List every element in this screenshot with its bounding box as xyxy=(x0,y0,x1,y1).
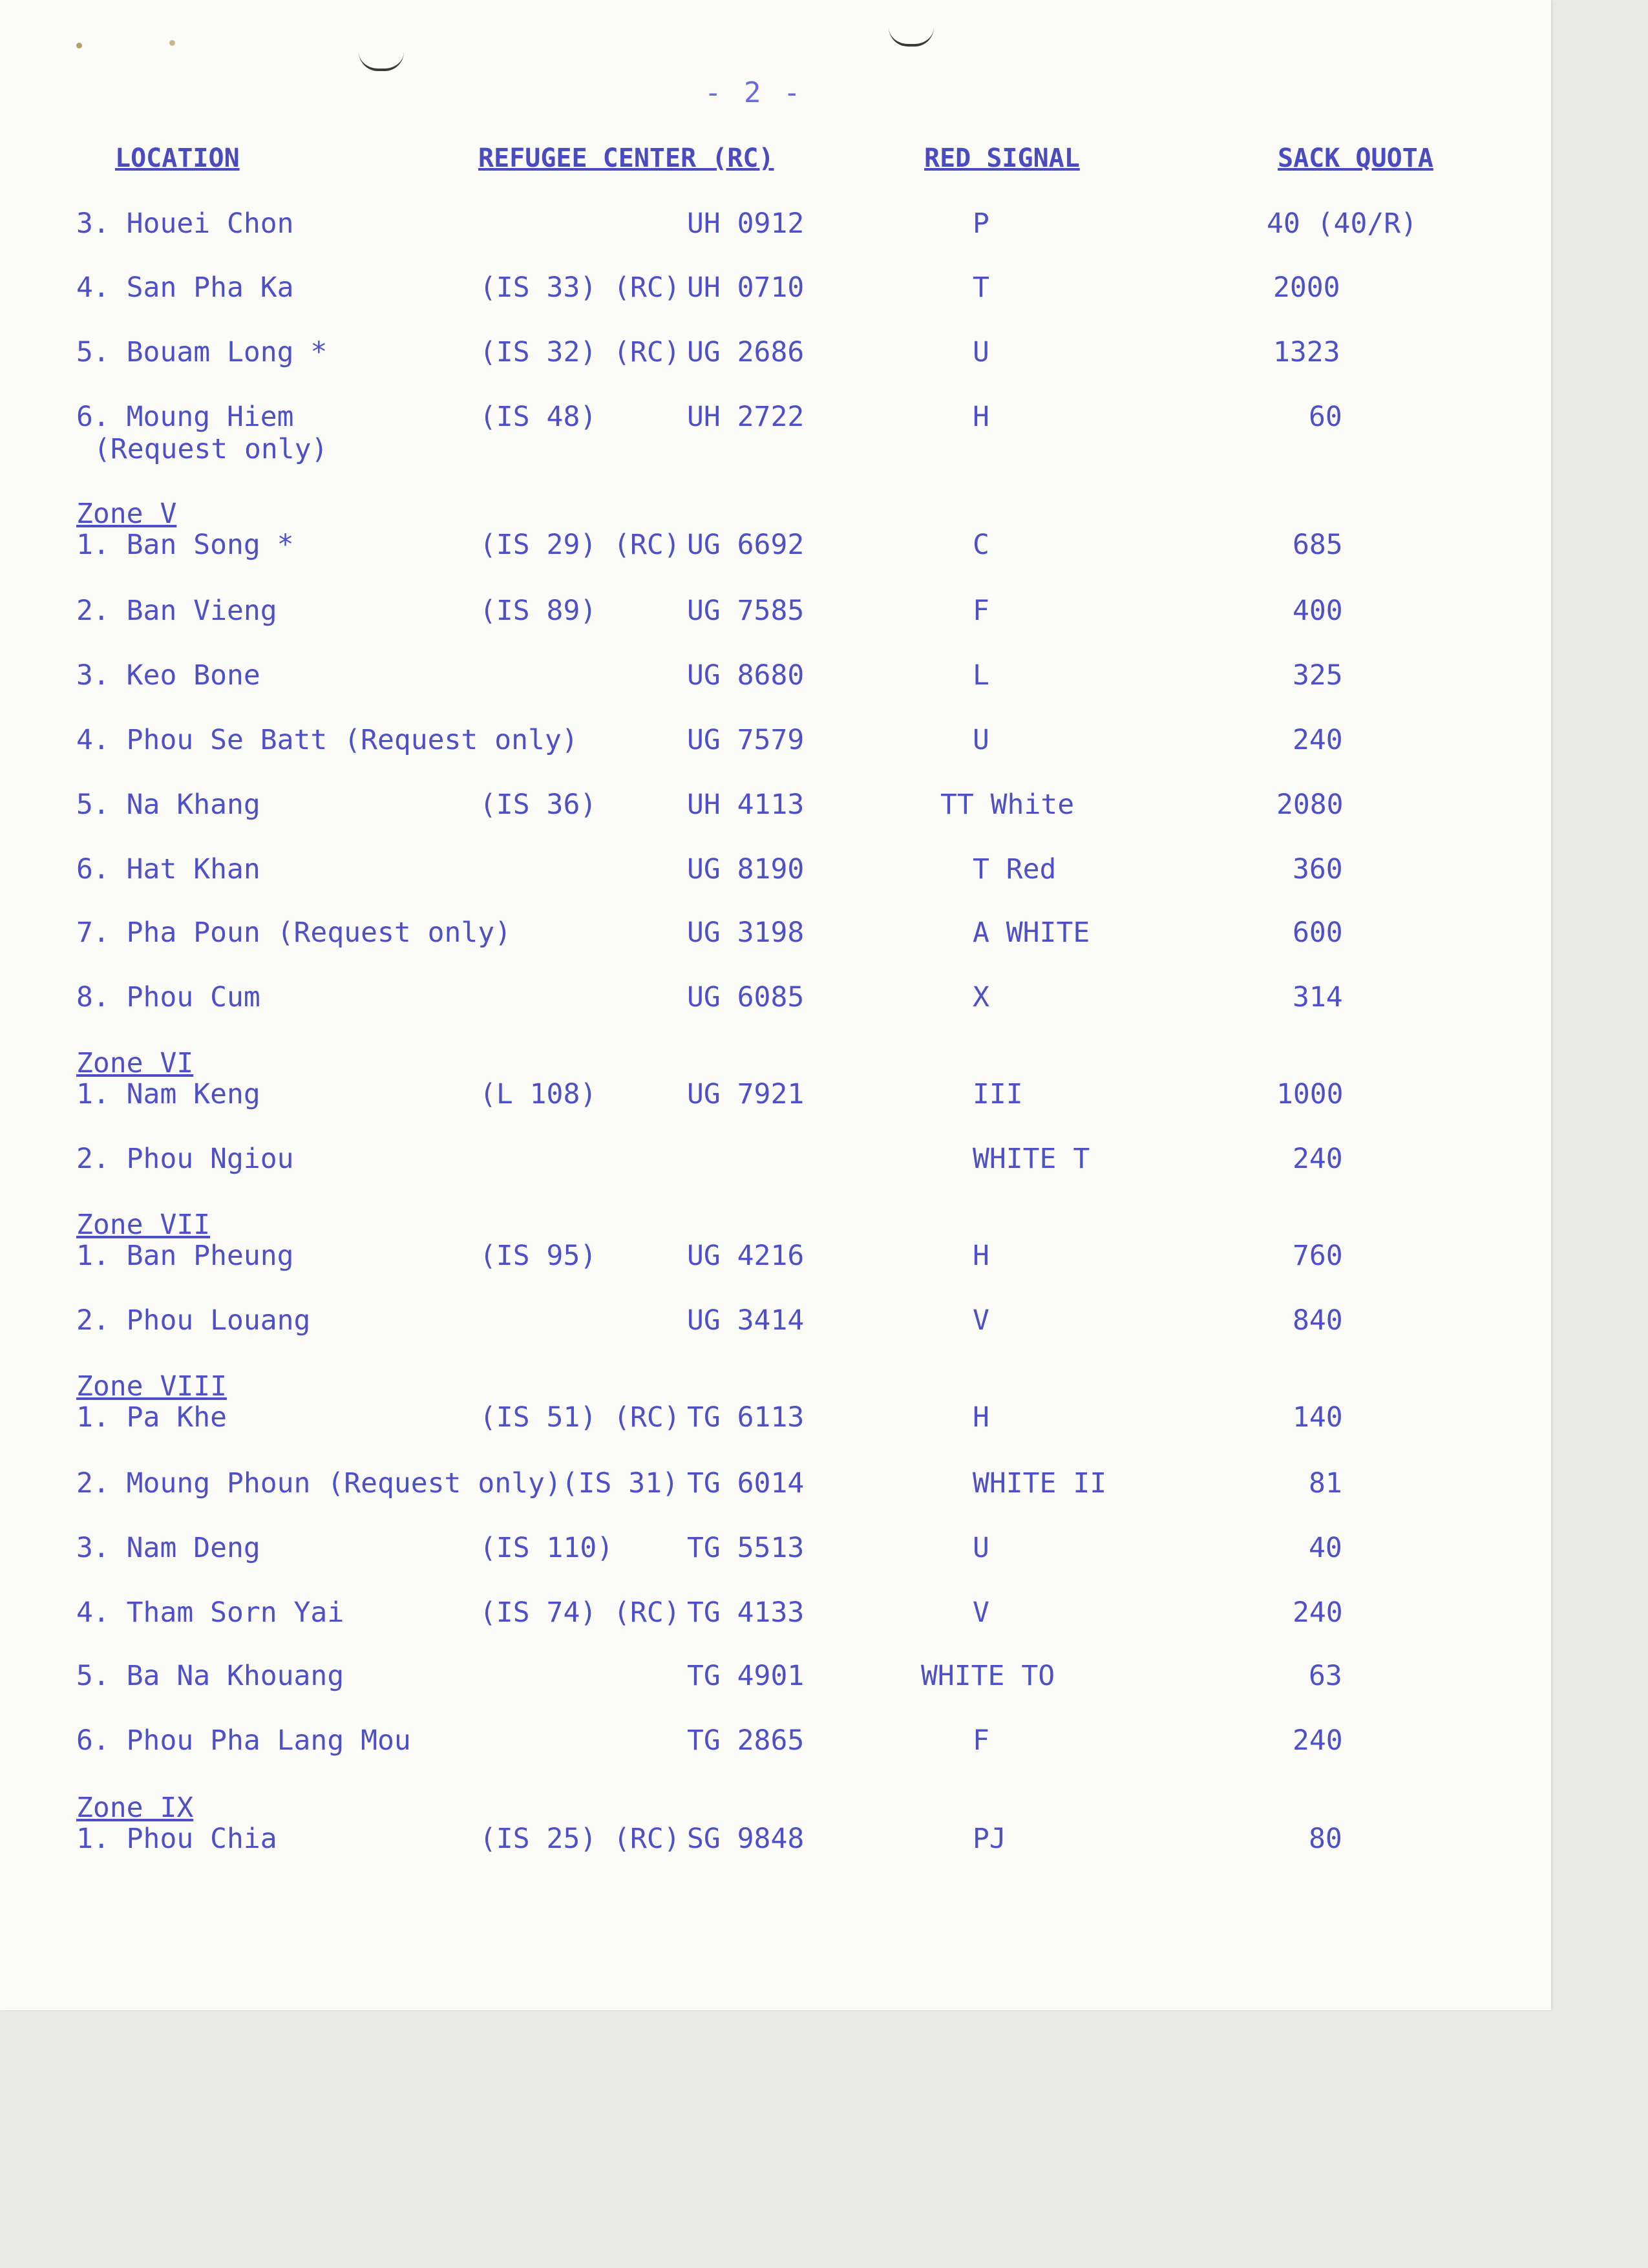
is-cell: (IS 89) xyxy=(480,595,597,627)
location-cell: 3. Nam Deng xyxy=(76,1532,260,1564)
location-cell: 6. Phou Pha Lang Mou xyxy=(76,1724,411,1757)
location-cell: 1. Pa Khe xyxy=(76,1401,227,1434)
is-cell: (IS 51) (RC) xyxy=(480,1401,681,1434)
signal-cell: T Red xyxy=(973,853,1057,885)
is-cell: (L 108) xyxy=(480,1078,597,1110)
signal-cell: F xyxy=(973,595,989,627)
signal-cell: L xyxy=(973,659,989,692)
signal-cell: WHITE T xyxy=(973,1143,1090,1175)
quota-cell: 1323 xyxy=(1273,336,1340,368)
signal-cell: U xyxy=(973,336,989,368)
quota-cell: 400 xyxy=(1293,595,1343,627)
punch-hole-left xyxy=(359,52,404,71)
quota-cell: 80 xyxy=(1309,1823,1342,1855)
location-note: (Request only) xyxy=(94,433,328,465)
signal-cell: A WHITE xyxy=(973,917,1090,949)
quota-cell: 240 xyxy=(1293,1596,1343,1629)
quota-cell: 325 xyxy=(1293,659,1343,692)
paper-speck xyxy=(76,43,82,48)
signal-cell: H xyxy=(973,401,989,433)
location-cell: 5. Ba Na Khouang xyxy=(76,1660,344,1692)
zone-heading: Zone V xyxy=(76,498,177,530)
grid-cell: UG 6085 xyxy=(687,981,805,1013)
grid-cell: UG 2686 xyxy=(687,336,805,368)
signal-cell: WHITE II xyxy=(973,1467,1107,1500)
header-location: LOCATION xyxy=(115,143,240,173)
quota-cell: 63 xyxy=(1309,1660,1342,1692)
grid-cell: UH 4113 xyxy=(687,789,805,821)
quota-cell: 40 (40/R) xyxy=(1267,207,1417,240)
grid-cell: TG 4133 xyxy=(687,1596,805,1629)
signal-cell: X xyxy=(973,981,989,1013)
is-cell: (IS 32) (RC) xyxy=(480,336,681,368)
location-cell: 7. Pha Poun (Request only) xyxy=(76,917,512,949)
signal-cell: TT White xyxy=(940,789,1075,821)
zone-heading: Zone VI xyxy=(76,1047,194,1079)
quota-cell: 140 xyxy=(1293,1401,1343,1434)
signal-cell: V xyxy=(973,1596,989,1629)
location-cell: 5. Na Khang xyxy=(76,789,260,821)
location-cell: 4. San Pha Ka xyxy=(76,271,294,304)
location-cell: 1. Nam Keng xyxy=(76,1078,260,1110)
grid-cell: UH 0710 xyxy=(687,271,805,304)
header-sack-quota: SACK QUOTA xyxy=(1278,143,1433,173)
quota-cell: 840 xyxy=(1293,1304,1343,1337)
is-cell: (IS 25) (RC) xyxy=(480,1823,681,1855)
signal-cell: V xyxy=(973,1304,989,1337)
header-red-signal: RED SIGNAL xyxy=(924,143,1080,173)
grid-cell: UG 4216 xyxy=(687,1240,805,1272)
grid-cell: UG 3414 xyxy=(687,1304,805,1337)
grid-cell: TG 5513 xyxy=(687,1532,805,1564)
quota-cell: 240 xyxy=(1293,1724,1343,1757)
grid-cell: TG 4901 xyxy=(687,1660,805,1692)
signal-cell: III xyxy=(973,1078,1023,1110)
quota-cell: 240 xyxy=(1293,1143,1343,1175)
quota-cell: 2000 xyxy=(1273,271,1340,304)
location-cell: 6. Moung Hiem xyxy=(76,401,294,433)
is-cell: (IS 29) (RC) xyxy=(480,529,681,561)
quota-cell: 685 xyxy=(1293,529,1343,561)
punch-hole-right xyxy=(889,27,934,47)
location-cell: 1. Phou Chia xyxy=(76,1823,277,1855)
quota-cell: 600 xyxy=(1293,917,1343,949)
grid-cell: UG 7585 xyxy=(687,595,805,627)
location-cell: 2. Phou Louang xyxy=(76,1304,311,1337)
page-number: - 2 - xyxy=(704,76,803,109)
grid-cell: TG 6113 xyxy=(687,1401,805,1434)
signal-cell: C xyxy=(973,529,989,561)
location-cell: 2. Ban Vieng xyxy=(76,595,277,627)
signal-cell: H xyxy=(973,1401,989,1434)
signal-cell: P xyxy=(973,207,989,240)
grid-cell: UG 6692 xyxy=(687,529,805,561)
quota-cell: 240 xyxy=(1293,724,1343,756)
zone-heading: Zone VIII xyxy=(76,1370,227,1403)
grid-cell: UH 0912 xyxy=(687,207,805,240)
paper-speck xyxy=(169,40,175,46)
location-cell: 1. Ban Song * xyxy=(76,529,294,561)
is-cell: (IS 110) xyxy=(480,1532,614,1564)
location-cell: 6. Hat Khan xyxy=(76,853,260,885)
grid-cell: UG 7579 xyxy=(687,724,805,756)
grid-cell: UG 8680 xyxy=(687,659,805,692)
quota-cell: 314 xyxy=(1293,981,1343,1013)
location-cell: 2. Phou Ngiou xyxy=(76,1143,294,1175)
signal-cell: H xyxy=(973,1240,989,1272)
location-cell: 8. Phou Cum xyxy=(76,981,260,1013)
quota-cell: 1000 xyxy=(1276,1078,1344,1110)
quota-cell: 2080 xyxy=(1276,789,1344,821)
location-cell: 3. Keo Bone xyxy=(76,659,260,692)
is-cell: (IS 33) (RC) xyxy=(480,271,681,304)
is-cell: (IS 48) xyxy=(480,401,597,433)
zone-heading: Zone VII xyxy=(76,1209,211,1241)
signal-cell: U xyxy=(973,1532,989,1564)
grid-cell: SG 9848 xyxy=(687,1823,805,1855)
quota-cell: 360 xyxy=(1293,853,1343,885)
quota-cell: 60 xyxy=(1309,401,1342,433)
signal-cell: WHITE TO xyxy=(921,1660,1055,1692)
quota-cell: 40 xyxy=(1309,1532,1342,1564)
grid-cell: UG 3198 xyxy=(687,917,805,949)
quota-cell: 760 xyxy=(1293,1240,1343,1272)
location-cell: 5. Bouam Long * xyxy=(76,336,328,368)
location-cell: 3. Houei Chon xyxy=(76,207,294,240)
location-cell: 4. Phou Se Batt (Request only) xyxy=(76,724,578,756)
signal-cell: T xyxy=(973,271,989,304)
header-refugee-center: REFUGEE CENTER (RC) xyxy=(478,143,774,173)
is-cell: (IS 95) xyxy=(480,1240,597,1272)
is-cell: (IS 36) xyxy=(480,789,597,821)
grid-cell: UG 8190 xyxy=(687,853,805,885)
location-cell: 1. Ban Pheung xyxy=(76,1240,294,1272)
location-cell: 4. Tham Sorn Yai xyxy=(76,1596,344,1629)
location-cell: 2. Moung Phoun (Request only)(IS 31) xyxy=(76,1467,679,1500)
quota-cell: 81 xyxy=(1309,1467,1342,1500)
signal-cell: U xyxy=(973,724,989,756)
grid-cell: TG 2865 xyxy=(687,1724,805,1757)
signal-cell: PJ xyxy=(973,1823,1006,1855)
grid-cell: UH 2722 xyxy=(687,401,805,433)
zone-heading: Zone IX xyxy=(76,1792,194,1824)
grid-cell: TG 6014 xyxy=(687,1467,805,1500)
is-cell: (IS 74) (RC) xyxy=(480,1596,681,1629)
signal-cell: F xyxy=(973,1724,989,1757)
grid-cell: UG 7921 xyxy=(687,1078,805,1110)
